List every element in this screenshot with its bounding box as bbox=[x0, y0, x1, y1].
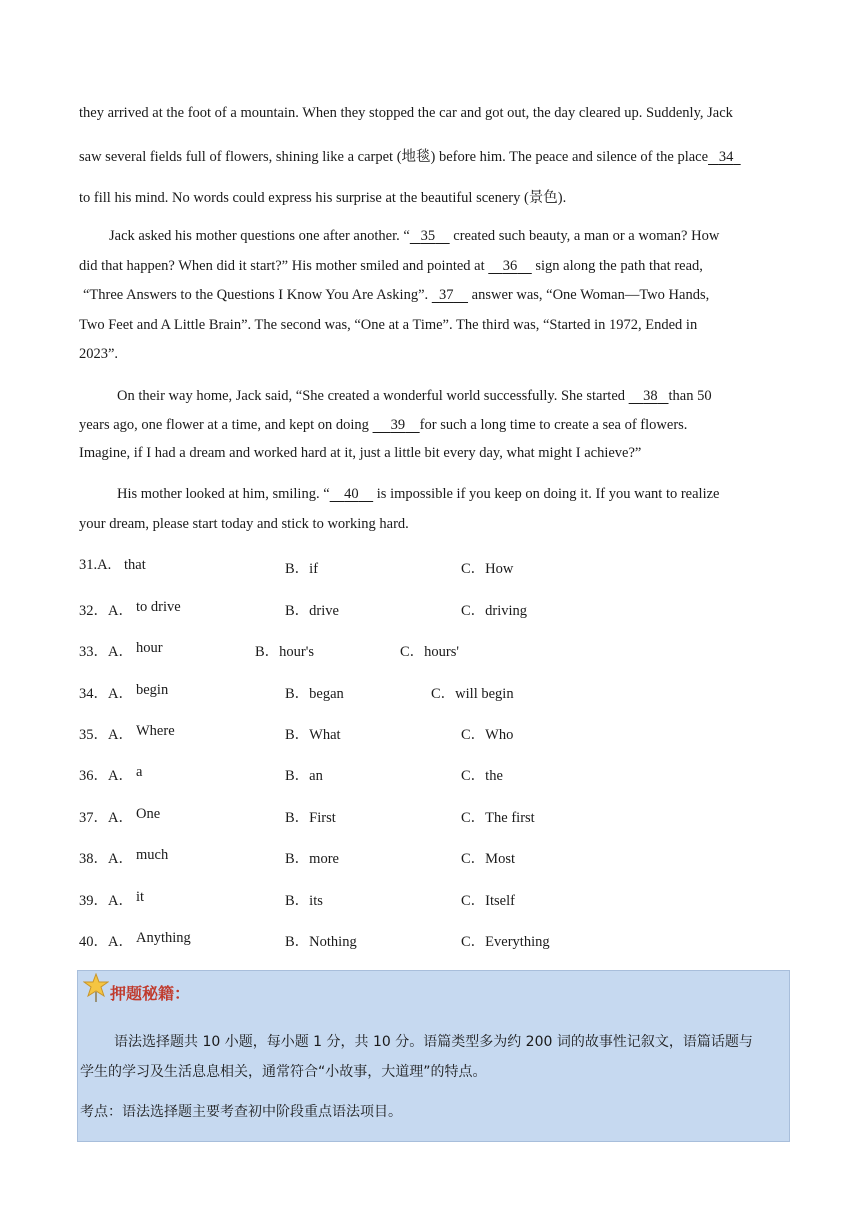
passage-line: they arrived at the foot of a mountain. When they stopped the car and got out, the day cleared up. Suddenly, Jack bbox=[79, 105, 733, 121]
tip-line-2: 学生的学习及生活息息相关，通常符合“小故事，大道理”的特点。 bbox=[80, 1064, 487, 1080]
option-b: B．First bbox=[285, 810, 336, 826]
passage-text: saw several fields full of flowers, shining like a carpet (地毯) before him. The peace and silence of the place bbox=[79, 149, 709, 165]
option-a: to drive bbox=[136, 599, 181, 615]
option-a: begin bbox=[136, 682, 169, 698]
option-a: hour bbox=[136, 640, 163, 656]
question-number: 31.A. bbox=[79, 557, 112, 573]
blank-34: 34 bbox=[718, 149, 734, 165]
option-b: B．an bbox=[285, 768, 323, 784]
option-b: B．its bbox=[285, 893, 323, 909]
blank-36: 36 bbox=[502, 258, 518, 274]
passage-line: Jack asked his mother questions one after another. “ 35 created such beauty, a man or a woman? How bbox=[109, 228, 720, 244]
blank-35: 35 bbox=[420, 228, 436, 244]
option-a: One bbox=[136, 806, 161, 822]
tip-title: 押题秘籍： bbox=[110, 984, 191, 1003]
option-c: C．will begin bbox=[431, 686, 514, 702]
option-b: B．began bbox=[285, 686, 344, 702]
option-a: Where bbox=[136, 723, 175, 739]
question-number: 33．A． bbox=[79, 644, 133, 660]
passage-line: did that happen? When did it start?” His mother smiled and pointed at 36 sign along the path that read, bbox=[79, 258, 703, 274]
option-b: B．Nothing bbox=[285, 934, 357, 950]
option-c: C．hours' bbox=[400, 644, 460, 660]
tip-line-1: 语法选择题共 10 小题，每小题 1 分，共 10 分。语篇类型多为约 200 词的故事性记叙文，语篇话题与 bbox=[114, 1034, 753, 1050]
option-c: C．Most bbox=[461, 851, 515, 867]
passage-line: 2023”. bbox=[79, 346, 119, 362]
option-c: C．driving bbox=[461, 603, 528, 619]
question-number: 37．A． bbox=[79, 810, 133, 826]
option-b: B．drive bbox=[285, 603, 339, 619]
exam-tip-box bbox=[77, 970, 790, 1142]
blank-39: 39 bbox=[390, 417, 406, 433]
question-number: 36．A． bbox=[79, 768, 133, 784]
option-b: B．more bbox=[285, 851, 339, 867]
question-number: 32．A． bbox=[79, 603, 133, 619]
question-number: 38．A． bbox=[79, 851, 133, 867]
passage-line: years ago, one flower at a time, and kept on doing 39 for such a long time to create a sea of flowers. bbox=[79, 417, 688, 433]
option-c: C．Who bbox=[461, 727, 514, 743]
tip-line-3: 考点：语法选择题主要考查初中阶段重点语法项目。 bbox=[80, 1104, 402, 1120]
option-b: B．What bbox=[285, 727, 341, 743]
option-a: Anything bbox=[136, 930, 191, 946]
passage-line: “Three Answers to the Questions I Know You Are Asking”. 37 answer was, “One Woman—Two Hands, bbox=[83, 287, 710, 303]
passage-line: Imagine, if I had a dream and worked hard at it, just a little bit every day, what might I achieve?” bbox=[79, 445, 642, 461]
passage-line: On their way home, Jack said, “She created a wonderful world successfully. She started 38 than 50 bbox=[117, 388, 712, 404]
blank-37: 37 bbox=[439, 287, 454, 303]
option-c: C．the bbox=[461, 768, 503, 784]
option-a: much bbox=[136, 847, 169, 863]
passage-line: to fill his mind. No words could express his surprise at the beautiful scenery (景色). bbox=[79, 190, 567, 206]
question-number: 35．A． bbox=[79, 727, 133, 743]
star-icon bbox=[83, 973, 109, 1003]
passage-line: your dream, please start today and stick to working hard. bbox=[79, 516, 409, 532]
passage-line: His mother looked at him, smiling. “ 40 is impossible if you keep on doing it. If you want to realize bbox=[117, 486, 720, 502]
blank-40: 40 bbox=[344, 486, 359, 502]
option-a: a bbox=[136, 764, 143, 780]
option-a: it bbox=[136, 889, 145, 905]
question-number: 39．A． bbox=[79, 893, 133, 909]
option-c: C．Everything bbox=[461, 934, 550, 950]
option-c: C．The first bbox=[461, 810, 535, 826]
passage-line: Two Feet and A Little Brain”. The second was, “One at a Time”. The third was, “Started in 1972, Ended in bbox=[79, 317, 698, 333]
option-a: that bbox=[124, 557, 146, 573]
question-number: 34．A． bbox=[79, 686, 133, 702]
passage-line bbox=[79, 145, 741, 166]
question-number: 40．A． bbox=[79, 934, 133, 950]
blank-38: 38 bbox=[643, 388, 658, 404]
option-c: C．Itself bbox=[461, 893, 515, 909]
option-b: B．if bbox=[285, 561, 319, 577]
option-b: B．hour's bbox=[255, 644, 315, 660]
option-c: C．How bbox=[461, 561, 514, 577]
